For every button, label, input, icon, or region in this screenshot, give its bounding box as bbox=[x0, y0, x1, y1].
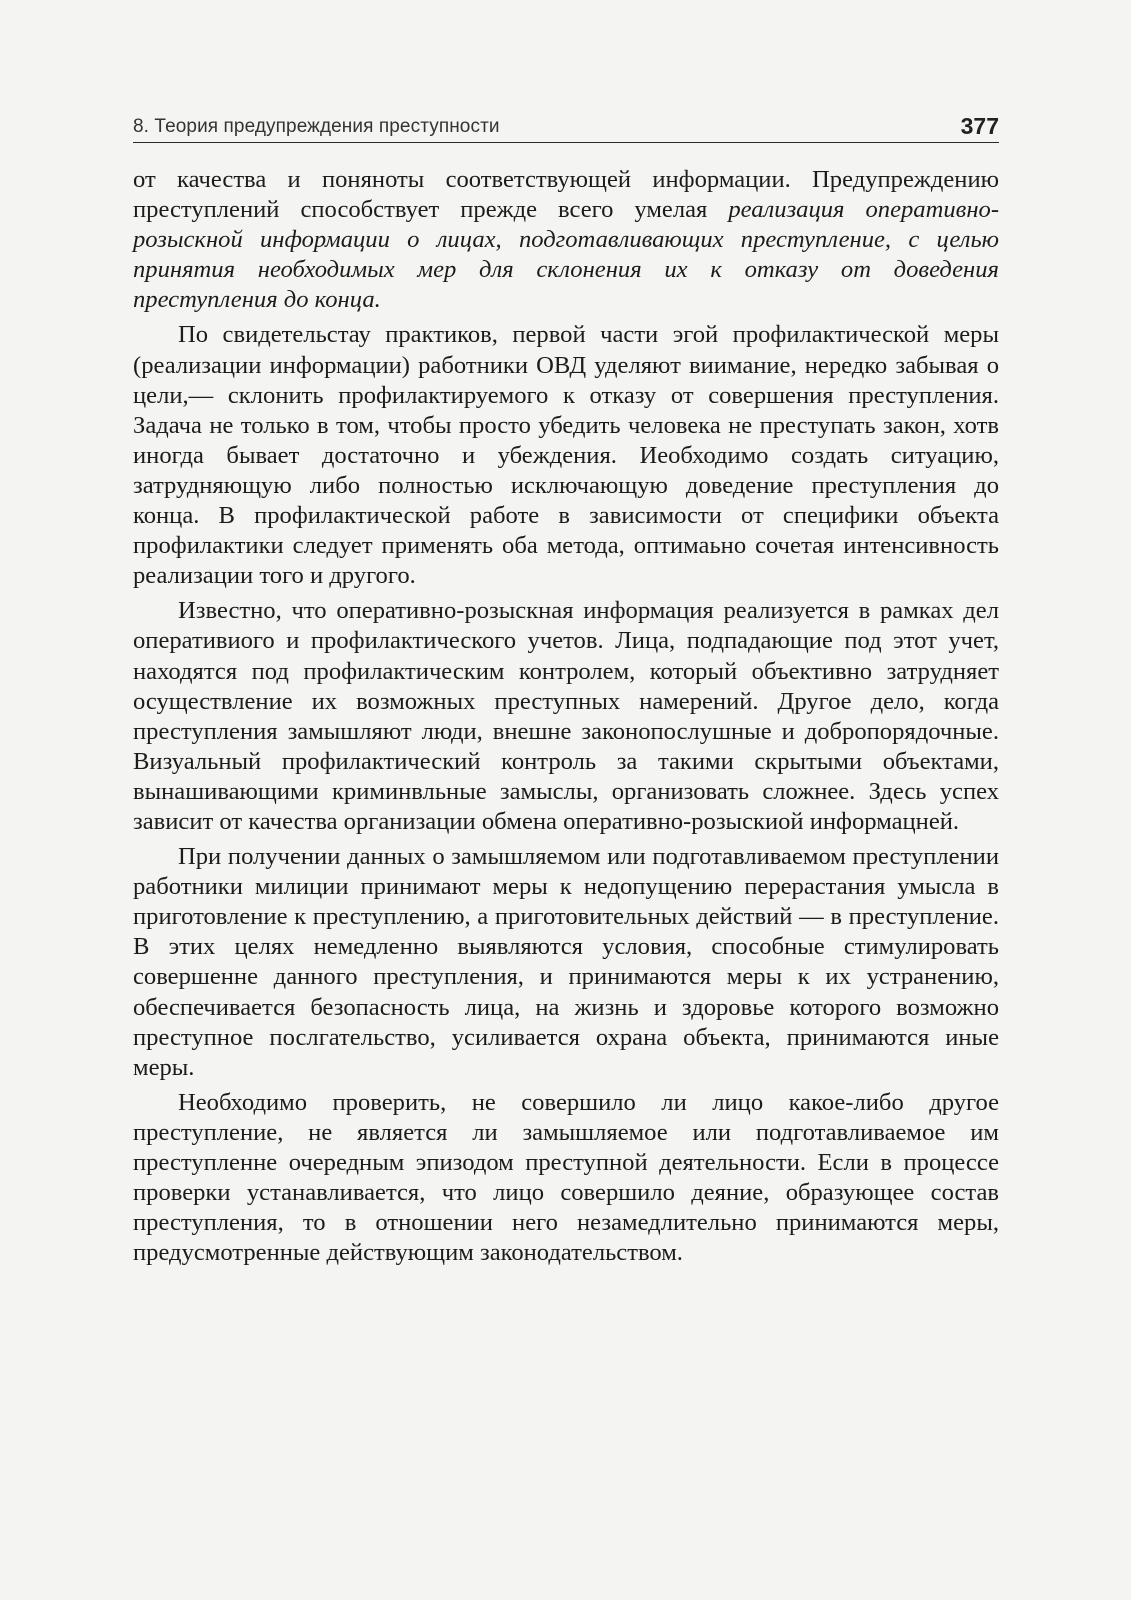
paragraph-2: По свидетельстау практиков, первой части эгой профилактической меры (реализации информации) работники ОВД уделяют виимание, нередко забывая о цели,— склонить профилактируемого к отказу от совершения преступления. Задача не только в том, чтобы просто убедить человека не преступать закон, хотв иногда бывает достаточно и убеждения. Иеобходимо создать ситуацию, затрудняющую либо полностью исключающую доведение преступления до конца. В профилактической работе в зависимости от специфики объекта профилактики следует применять оба метода, оптимаьно сочетая интенсивность реализации того и другого. bbox=[133, 321, 999, 590]
paragraph-1 bbox=[133, 165, 999, 315]
paragraph-1-emphasis: реализация оперативно-розыскной информации о лицах, подготавливающих преступление, с целью принятия необходимых мер для склонения их к отказу от доведения преступления до конца. bbox=[133, 196, 1000, 314]
paragraph-5: Необходимо проверить, не совершило ли лицо какое-либо другое преступление, не является ли замышляемое или подготавливаемое им преступленне очередным эпизодом преступной деятельности. Если в процессе проверки устанавливается, что лицо совершило деяние, образующее состав преступления, то в отношении него незамедлительно принимаются меры, предусмотренные действующим законодательством. bbox=[133, 1088, 999, 1267]
paragraph-1-text: от качества и поняноты соответствующей информации. Предупреждению преступлений способствует прежде всего умелая bbox=[133, 166, 999, 224]
running-header bbox=[133, 112, 999, 143]
paragraph-4: При получении данных о замышляемом или подготавливаемом преступлении работники милиции принимают меры к недопущению перерастания умысла в приготовление к преступлению, а приготовительных действий — в преступление. В этих целях немедленно выявляются условия, способные стимулировать совершенне данного преступления, и принимаются меры к их устранению, обеспечивается безопасность лица, на жизнь и здоровье которого возможно преступное послгательство, усиливается охрана объекта, принимаются иные меры. bbox=[133, 843, 999, 1081]
section-title: 8. Теория предупреждения преступности bbox=[133, 116, 500, 137]
body-text bbox=[133, 165, 999, 1268]
paragraph-3: Известно, что оперативно-розыскная информация реализуется в рамках дел оперативиого и профилактического учетов. Лица, подпадающие под этот учет, находятся под профилактическим контролем, который объективно затрудняет осуществление их возможных преступных намерений. Другое дело, когда преступления замышляют люди, внешне законопослушные и добропорядочные. Визуальный профилактический контроль за такими скрытыми объектами, вынашивающими криминвльные замыслы, организовать сложнее. Здесь успех зависит от качества организации обмена оперативно-розыскиой информацней. bbox=[133, 597, 999, 835]
page-number: 377 bbox=[960, 113, 999, 139]
